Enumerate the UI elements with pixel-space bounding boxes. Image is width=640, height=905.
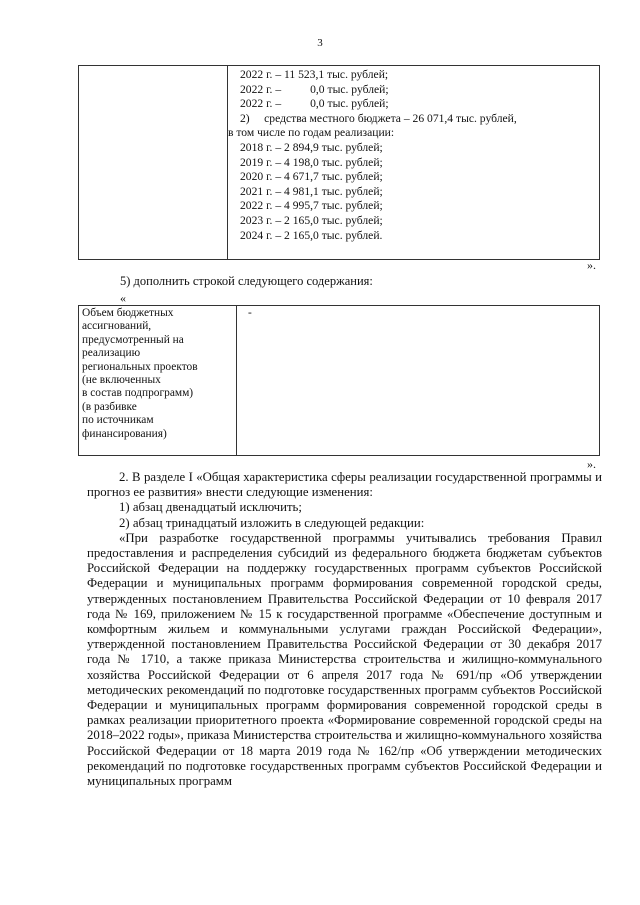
label-line: ассигнований, [82,320,152,333]
funding-line: 2022 г. – 0,0 тыс. рублей; [240,82,389,96]
table-label-cell [79,66,228,260]
table-value-cell [237,306,600,456]
funding-line: 2020 г. – 4 671,7 тыс. рублей; [240,170,383,184]
funding-line: 2022 г. – 0,0 тыс. рублей; [240,97,389,111]
paragraph: 2. В разделе I «Общая характеристика сферы реализации государственной программы и прогноз ее развития» внести следующие изменения: [87,470,602,500]
paragraph: 2) абзац тринадцатый изложить в следующей редакции: [119,515,425,530]
table-label-cell [79,306,237,456]
funding-line: 2021 г. – 4 981,1 тыс. рублей; [240,184,383,198]
label-line: региональных проектов [82,360,198,373]
label-line: (в разбивке [82,400,137,413]
funding-line: 2023 г. – 2 165,0 тыс. рублей; [240,213,383,227]
funding-line: 2018 г. – 2 894,9 тыс. рублей; [240,140,383,154]
funding-line: 2022 г. – 11 523,1 тыс. рублей; [240,68,389,81]
label-line: предусмотренный на [82,333,184,346]
label-line: финансирования) [82,427,167,440]
funding-line: в том числе по годам реализации: [228,126,395,140]
opening-quote: « [120,291,126,305]
paragraph: «При разработке государственной программы учитывались требования Правил предоставления и распределения субсидий из федерального бюджета бюджетам субъектов Российской Федерации на поддержку государственных программ субъектов Российской Федерации и муниципальных программ формирования современной городской среды, утвержденных постановлением Правительства Российской Федерации от 10 февраля 2017 года № 169, приложением № 15 к государственной программе «Обеспечение доступным и комфортным жильем и коммунальными услугами граждан Российской Федерации», утвержденной постановлением Правительства Российской Федерации от 30 декабря 2017 года № 1710, а также приказа Министерства строительства и жилищно-коммунального хозяйства Российской Федерации от 6 апреля 2017 года № 691/пр «Об утверждении методических рекомендаций по подготовке государственных программ субъектов Российской Федерации и муниципальных программ формирования современной городской среды в рамках реализации приоритетного проекта «Формирование современной городской среды на 2018–2022 годы», приказа Министерства строительства и жилищно-коммунального хозяйства Российской Федерации от 18 марта 2019 года № 162/пр «Об утверждении методических рекомендаций по подготовке государственных программ субъектов Российской Федерации и муниципальных программ [87,530,602,789]
funding-line: 2022 г. – 4 995,7 тыс. рублей; [240,199,383,213]
label-line: реализацию [82,347,141,360]
funding-line: 2024 г. – 2 165,0 тыс. рублей. [240,228,383,242]
amendment-item-5: 5) дополнить строкой следующего содержания: [120,274,373,288]
regional-projects-table [78,305,600,456]
value-dash: - [248,307,252,319]
page-number: 3 [317,37,323,49]
amendment-body [87,470,602,789]
table-value-cell [228,66,600,260]
paragraph: 1) абзац двенадцатый исключить; [119,500,302,515]
funding-line: 2019 г. – 4 198,0 тыс. рублей; [240,155,383,169]
funding-table-continued [78,65,600,260]
closing-quote: ». [587,457,596,471]
closing-quote: ». [587,258,596,272]
funding-line: 2) средства местного бюджета – 26 071,4 тыс. рублей, [240,111,517,125]
label-line: (не включенных [82,374,161,387]
table-row [79,306,600,456]
label-line: Объем бюджетных [82,307,174,319]
table-row [79,66,600,260]
label-line: по источникам [82,414,154,427]
label-line: в состав подпрограмм) [82,387,194,400]
